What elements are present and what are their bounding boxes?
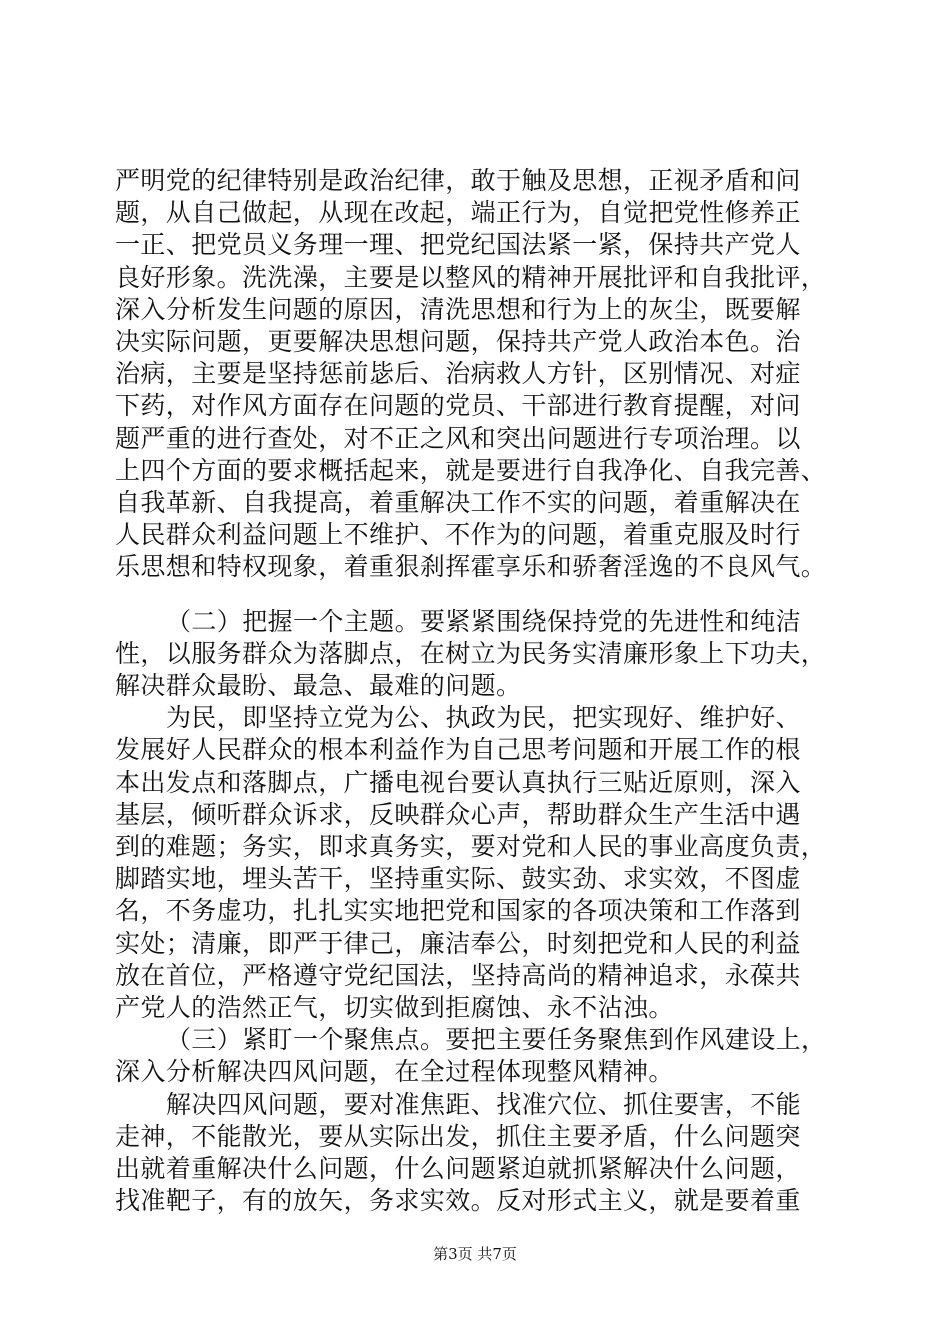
text-line: 上四个方面的要求概括起来，就是要进行自我净化、自我完善、 <box>115 455 827 485</box>
text-line: 名，不务虚功，扎扎实实地把党和国家的各项决策和工作落到 <box>115 896 801 926</box>
text-line: 为民，即坚持立党为公、执政为民，把实现好、维护好、 <box>166 703 802 733</box>
text-line: 一正、把党员义务理一理、把党纪国法紧一紧，保持共产党人 <box>115 230 801 260</box>
text-line: 决实际问题，更要解决思想问题，保持共产党人政治本色。治 <box>115 327 801 356</box>
text-line: 产党人的浩然正气，切实做到拒腐蚀、永不沾浊。 <box>115 993 674 1022</box>
text-line: 乐思想和特权现象，着重狠刹挥霍享乐和骄奢淫逸的不良风气。 <box>115 552 827 582</box>
text-line: 题严重的进行查处，对不正之风和突出问题进行专项治理。以 <box>115 423 801 453</box>
text-line: 发展好人民群众的根本利益作为自己思考问题和开展工作的根 <box>115 735 801 765</box>
text-line: 实处；清廉，即严于律己，廉洁奉公，时刻把党和人民的利益 <box>115 928 801 958</box>
text-line: 找准靶子，有的放矢，务求实效。反对形式主义，就是要着重 <box>115 1186 801 1216</box>
text-line: 严明党的纪律特别是政治纪律，敢于触及思想，正视矛盾和问 <box>115 166 801 195</box>
text-line: 性，以服务群众为落脚点，在树立为民务实清廉形象上下功夫， <box>115 638 827 668</box>
text-line: 下药，对作风方面存在问题的党员、干部进行教育提醒，对问 <box>115 391 801 421</box>
text-line: 题，从自己做起，从现在改起，端正行为，自觉把党性修养正 <box>115 198 801 228</box>
text-line: 解决群众最盼、最急、最难的问题。 <box>115 671 522 700</box>
text-line: 良好形象。洗洗澡，主要是以整风的精神开展批评和自我批评， <box>115 262 827 292</box>
text-line: 自我革新、自我提高，着重解决工作不实的问题，着重解决在 <box>115 488 801 517</box>
text-line: 脚踏实地，埋头苦干，坚持重实际、鼓实劲、求实效，不图虚 <box>115 864 801 894</box>
text-line: 本出发点和落脚点，广播电视台要认真执行三贴近原则，深入 <box>115 767 801 797</box>
text-line: 放在首位，严格遵守党纪国法，坚持高尚的精神追求，永葆共 <box>115 960 801 990</box>
text-line: 治病，主要是坚持惩前毖后、治病救人方针，区别情况、对症 <box>115 359 801 389</box>
text-line: 走神，不能散光，要从实际出发，抓住主要矛盾，什么问题突 <box>115 1121 801 1151</box>
text-line: 深入分析发生问题的原因，清洗思想和行为上的灰尘，既要解 <box>115 294 801 324</box>
text-line: 基层，倾听群众诉求，反映群众心声，帮助群众生产生活中遇 <box>115 799 801 829</box>
page-number-footer: 第3页 共7页 <box>433 1245 517 1263</box>
text-line: 到的难题；务实，即求真务实，要对党和人民的事业高度负责， <box>115 832 827 861</box>
text-line: 解决四风问题，要对准焦距、找准穴位、抓住要害，不能 <box>166 1089 802 1119</box>
text-line: 深入分析解决四风问题，在全过程体现整风精神。 <box>115 1057 674 1087</box>
text-line: 出就着重解决什么问题，什么问题紧迫就抓紧解决什么问题， <box>115 1154 801 1183</box>
text-line: 人民群众利益问题上不维护、不作为的问题，着重克服及时行 <box>115 520 801 550</box>
paragraph-heading-3: （三）紧盯一个聚焦点。要把主要任务聚焦到作风建设上， <box>166 1025 827 1055</box>
paragraph-heading-2: （二）把握一个主题。要紧紧围绕保持党的先进性和纯洁 <box>166 606 802 636</box>
